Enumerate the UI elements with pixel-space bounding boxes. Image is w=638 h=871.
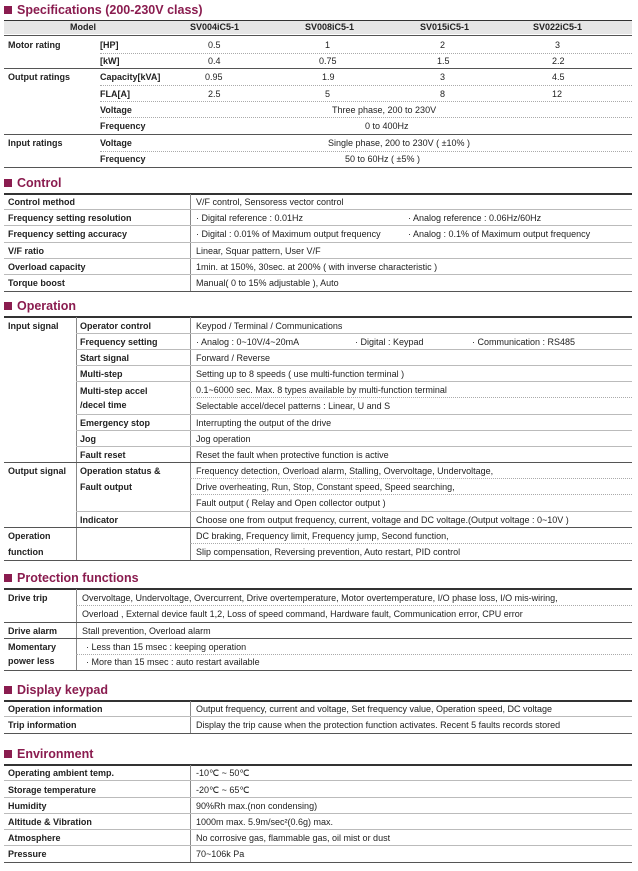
- accel-label: Multi-step accel: [80, 386, 148, 396]
- environment-row-label: Pressure: [8, 849, 47, 859]
- divider: [76, 511, 632, 512]
- start-signal-value: Forward / Reverse: [196, 353, 271, 363]
- divider: [76, 333, 632, 334]
- divider: [4, 291, 632, 292]
- operation-function-label: Operation: [8, 531, 51, 541]
- control-row-value: · Analog : 0.1% of Maximum output frequency: [408, 229, 591, 239]
- keypad-title: Display keypad: [17, 683, 109, 697]
- divider: [4, 35, 632, 36]
- indicator-label: Indicator: [80, 515, 119, 525]
- operation-section-header: [4, 298, 76, 314]
- divider: [4, 560, 632, 561]
- environment-row-label: Atmosphere: [8, 833, 61, 843]
- column-divider: [76, 317, 77, 560]
- fault-output-value: Drive overheating, Run, Stop, Constant speed, Speed searching,: [196, 482, 455, 492]
- operation-function-value: Slip compensation, Reversing prevention, Auto restart, PID control: [196, 547, 461, 557]
- environment-row-label: Storage temperature: [8, 785, 97, 795]
- fla-value: 5: [325, 89, 331, 99]
- divider: [100, 151, 632, 152]
- divider: [76, 381, 632, 382]
- section-square-icon: [4, 574, 12, 582]
- divider: [4, 797, 632, 798]
- operation-title: Operation: [17, 299, 77, 313]
- section-square-icon: [4, 6, 12, 14]
- environment-row-label: Altitude & Vibration: [8, 817, 92, 827]
- control-row-value: · Digital : 0.01% of Maximum output frequency: [196, 229, 381, 239]
- momentary-label: power less: [8, 656, 55, 666]
- protection-title: Protection functions: [17, 571, 139, 585]
- momentary-value: · Less than 15 msec : keeping operation: [86, 642, 247, 652]
- fault-output-label: Fault output: [80, 482, 132, 492]
- divider: [4, 134, 632, 135]
- output-ratings-label: Output ratings: [8, 72, 70, 82]
- kw-value: 2.2: [552, 56, 565, 66]
- divider: [4, 813, 632, 814]
- operator-control-label: Operator control: [80, 321, 152, 331]
- control-row-value: Manual( 0 to 15% adjustable ), Auto: [196, 278, 339, 288]
- environment-row-value: No corrosive gas, flammable gas, oil mist or dust: [196, 833, 391, 843]
- output-frequency-label: Frequency: [100, 121, 146, 131]
- hp-value: 2: [440, 40, 446, 50]
- operation-function-label: function: [8, 547, 44, 557]
- hp-value: 0.5: [208, 40, 221, 50]
- operator-control-value: Keypod / Terminal / Communications: [196, 321, 343, 331]
- divider: [4, 462, 632, 463]
- divider: [4, 527, 632, 528]
- model-name: SV022iC5-1: [533, 22, 583, 32]
- environment-title: Environment: [17, 747, 94, 761]
- column-divider: [76, 589, 77, 670]
- frequency-setting-label: Frequency setting: [80, 337, 158, 347]
- divider: [4, 622, 632, 623]
- environment-row-label: Humidity: [8, 801, 47, 811]
- fla-value: 12: [552, 89, 563, 99]
- environment-row-value: 90%Rh max.(non condensing): [196, 801, 318, 811]
- emergency-stop-label: Emergency stop: [80, 418, 151, 428]
- control-row-value: 1min. at 150%, 30sec. at 200% ( with inverse characteristic ): [196, 262, 438, 272]
- fault-reset-value: Reset the fault when protective function is active: [196, 450, 389, 460]
- momentary-value: · More than 15 msec : auto restart available: [86, 657, 260, 667]
- start-signal-label: Start signal: [80, 353, 130, 363]
- input-ratings-label: Input ratings: [8, 138, 63, 148]
- section-square-icon: [4, 179, 12, 187]
- specs-title: Specifications (200-230V class): [17, 3, 203, 17]
- divider: [4, 316, 632, 318]
- control-row-label: Torque boost: [8, 278, 65, 288]
- fla-value: 8: [440, 89, 446, 99]
- section-square-icon: [4, 750, 12, 758]
- control-row-value: V/F control, Sensoress vector control: [196, 197, 344, 207]
- capacity-value: 0.95: [205, 72, 223, 82]
- capacity-value: 1.9: [322, 72, 335, 82]
- protection-section-header: [4, 570, 139, 586]
- capacity-value: 4.5: [552, 72, 565, 82]
- divider: [4, 193, 632, 195]
- divider: [76, 365, 632, 366]
- output-voltage-value: Three phase, 200 to 230V: [332, 105, 437, 115]
- fla-value: 2.5: [208, 89, 221, 99]
- section-square-icon: [4, 686, 12, 694]
- control-title: Control: [17, 176, 62, 190]
- divider: [100, 85, 632, 86]
- keypad-row-label: Trip information: [8, 720, 77, 730]
- model-name: SV015iC5-1: [420, 22, 470, 32]
- output-signal-label: Output signal: [8, 466, 66, 476]
- divider: [4, 242, 632, 243]
- column-divider: [190, 317, 191, 560]
- control-row-value: Linear, Squar pattern, User V/F: [196, 246, 321, 256]
- divider: [190, 397, 632, 398]
- divider: [4, 167, 632, 168]
- divider: [100, 117, 632, 118]
- divider: [76, 430, 632, 431]
- drive-alarm-value: Stall prevention, Overload alarm: [82, 626, 211, 636]
- input-frequency-value: 50 to 60Hz ( ±5% ): [345, 154, 420, 164]
- divider: [4, 274, 632, 275]
- divider: [100, 101, 632, 102]
- divider: [190, 478, 632, 479]
- model-name: SV004iC5-1: [190, 22, 240, 32]
- multi-step-label: Multi-step: [80, 369, 123, 379]
- keypad-section-header: [4, 682, 108, 698]
- divider: [76, 605, 632, 606]
- drive-trip-value: Overload , External device fault 1,2, Loss of speed command, Hardware fault, Communication error, CPU error: [82, 609, 523, 619]
- operation-status-label: Operation status &: [80, 466, 161, 476]
- operation-function-value: DC braking, Frequency limit, Frequency jump, Second function,: [196, 531, 449, 541]
- control-section-header: [4, 175, 61, 191]
- section-square-icon: [4, 302, 12, 310]
- capacity-unit: Capacity[kVA]: [100, 72, 161, 82]
- fla-unit: FLA[A]: [100, 89, 130, 99]
- control-row-label: V/F ratio: [8, 246, 45, 256]
- hp-value: 3: [555, 40, 561, 50]
- environment-row-value: 70~106k Pa: [196, 849, 245, 859]
- frequency-setting-value: · Analog : 0~10V/4~20mA: [196, 337, 300, 347]
- hp-value: 1: [325, 40, 331, 50]
- hp-unit: [HP]: [100, 40, 119, 50]
- divider: [76, 349, 632, 350]
- momentary-label: Momentary: [8, 642, 57, 652]
- divider: [76, 446, 632, 447]
- emergency-stop-value: Interrupting the output of the drive: [196, 418, 332, 428]
- environment-section-header: [4, 746, 93, 762]
- kw-value: 0.4: [208, 56, 221, 66]
- control-row-value: · Analog reference : 0.06Hz/60Hz: [408, 213, 542, 223]
- divider: [4, 225, 632, 226]
- jog-label: Jog: [80, 434, 97, 444]
- divider: [4, 68, 632, 69]
- motor-rating-label: Motor rating: [8, 40, 61, 50]
- accel-value: 0.1~6000 sec. Max. 8 types available by multi-function terminal: [196, 385, 447, 395]
- divider: [190, 494, 632, 495]
- drive-trip-value: Overvoltage, Undervoltage, Overcurrent, Drive overtemperature, Motor overtemperature, I/O phase loss, I/O mis-wiring,: [82, 593, 558, 603]
- drive-alarm-label: Drive alarm: [8, 626, 58, 636]
- divider: [4, 588, 632, 590]
- divider: [4, 862, 632, 863]
- kw-unit: [kW]: [100, 56, 120, 66]
- drive-trip-label: Drive trip: [8, 593, 48, 603]
- divider: [190, 543, 632, 544]
- specs-section-header: [4, 2, 203, 18]
- frequency-setting-value: · Digital : Keypad: [355, 337, 424, 347]
- environment-row-value: -20℃ ~ 65℃: [196, 785, 250, 795]
- indicator-value: Choose one from output frequency, current, voltage and DC voltage.(Output voltage : 0~10V ): [196, 515, 569, 525]
- control-row-label: Control method: [8, 197, 75, 207]
- fault-reset-label: Fault reset: [80, 450, 126, 460]
- input-signal-label: Input signal: [8, 321, 59, 331]
- accel-value: Selectable accel/decel patterns : Linear, U and S: [196, 401, 391, 411]
- multi-step-value: Setting up to 8 speeds ( use multi-function terminal ): [196, 369, 405, 379]
- input-voltage-value: Single phase, 200 to 230V ( ±10% ): [328, 138, 471, 148]
- input-frequency-label: Frequency: [100, 154, 146, 164]
- operation-status-value: Frequency detection, Overload alarm, Stalling, Overvoltage, Undervoltage,: [196, 466, 494, 476]
- divider: [4, 700, 632, 702]
- divider: [4, 638, 632, 639]
- frequency-setting-value: · Communication : RS485: [472, 337, 576, 347]
- jog-value: Jog operation: [196, 434, 251, 444]
- kw-value: 1.5: [437, 56, 450, 66]
- input-voltage-label: Voltage: [100, 138, 132, 148]
- control-row-value: · Digital reference : 0.01Hz: [196, 213, 304, 223]
- column-divider: [190, 701, 191, 734]
- divider: [76, 414, 632, 415]
- environment-row-value: -10℃ ~ 50℃: [196, 768, 250, 778]
- divider: [4, 733, 632, 734]
- environment-row-label: Operating ambient temp.: [8, 768, 115, 778]
- capacity-value: 3: [440, 72, 446, 82]
- divider: [4, 829, 632, 830]
- control-row-label: Overload capacity: [8, 262, 86, 272]
- keypad-row-label: Operation information: [8, 704, 103, 714]
- divider: [4, 780, 632, 781]
- fault-output-value: Fault output ( Relay and Open collector output ): [196, 498, 386, 508]
- divider: [4, 716, 632, 717]
- accel-label: /decel time: [80, 400, 127, 410]
- keypad-row-value: Output frequency, current and voltage, Set frequency value, Operation speed, DC voltage: [196, 704, 553, 714]
- environment-row-value: 1000m max. 5.9m/sec²(0.6g) max.: [196, 817, 334, 827]
- kw-value: 0.75: [319, 56, 337, 66]
- divider: [4, 764, 632, 766]
- control-row-label: Frequency setting accuracy: [8, 229, 128, 239]
- output-voltage-label: Voltage: [100, 105, 132, 115]
- keypad-row-value: Display the trip cause when the protection function activates. Recent 5 faults records stored: [196, 720, 561, 730]
- divider: [4, 209, 632, 210]
- divider: [4, 845, 632, 846]
- divider: [100, 53, 632, 54]
- divider: [4, 670, 632, 671]
- divider: [4, 258, 632, 259]
- model-label: Model: [70, 22, 96, 32]
- model-name: SV008iC5-1: [305, 22, 355, 32]
- control-row-label: Frequency setting resolution: [8, 213, 132, 223]
- divider: [76, 654, 632, 655]
- output-frequency-value: 0 to 400Hz: [365, 121, 409, 131]
